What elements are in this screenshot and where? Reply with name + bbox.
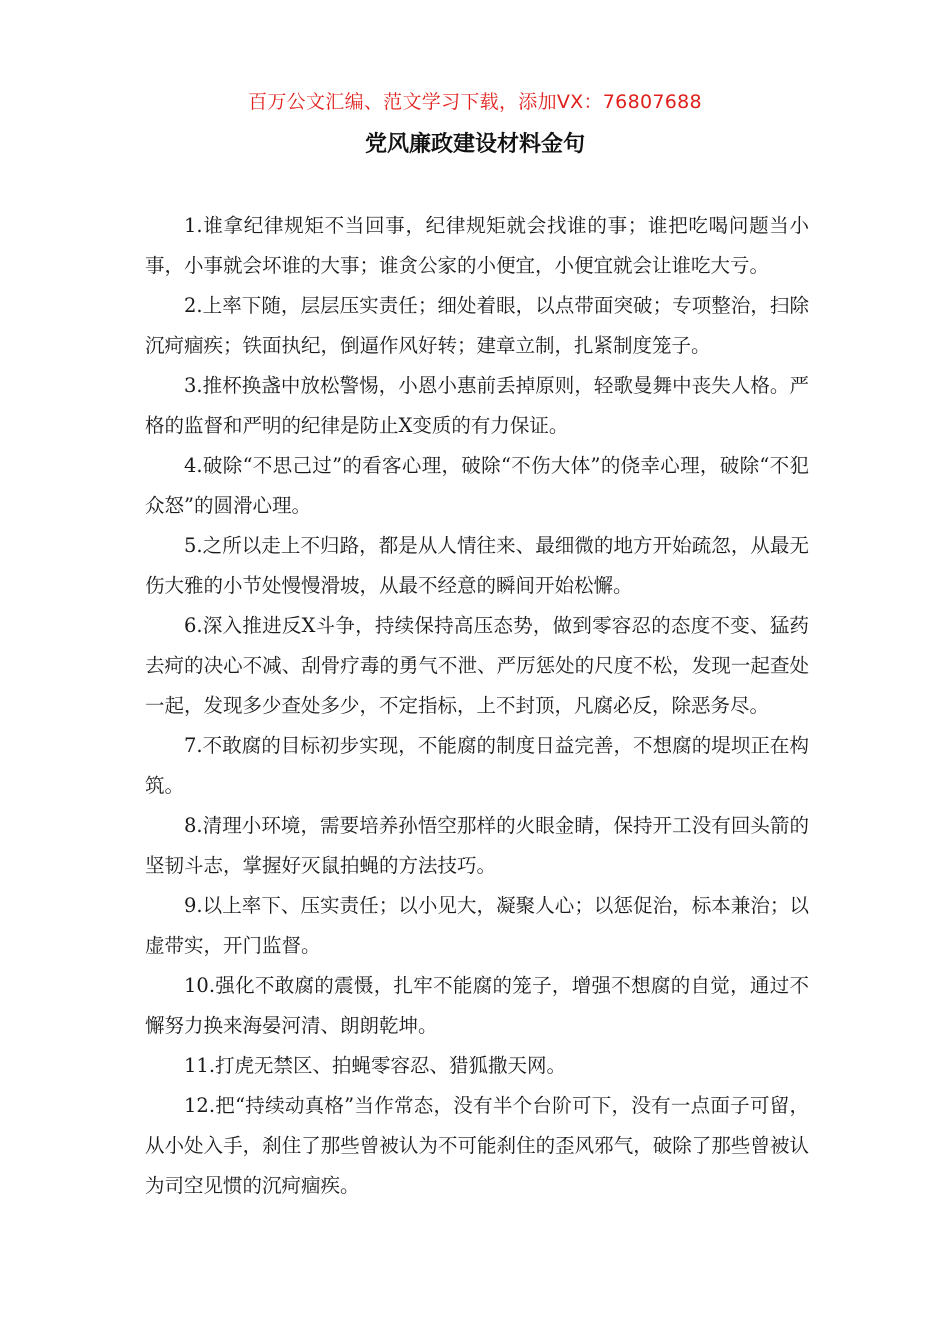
- paragraph-2: 2.上率下随，层层压实责任；细处着眼，以点带面突破；专项整治，扫除沉疴痼疾；铁面执纪，倒逼作风好转；建章立制，扎紧制度笼子。: [145, 294, 809, 357]
- paragraph-8: 8.清理小环境，需要培养孙悟空那样的火眼金睛，保持开工没有回头箭的坚韧斗志，掌握好灭鼠拍蝇的方法技巧。: [145, 814, 809, 877]
- paragraph-4: 4.破除“不思己过”的看客心理，破除“不伤大体”的侥幸心理，破除“不犯众怒”的圆滑心理。: [145, 454, 809, 517]
- document-title: 党风廉政建设材料金句: [364, 132, 585, 157]
- paragraph-9: 9.以上率下、压实责任；以小见大，凝聚人心；以惩促治，标本兼治；以虚带实，开门监督。: [145, 894, 809, 957]
- paragraph-11: 11.打虎无禁区、拍蝇零容忍、猎狐撒天网。: [184, 1054, 567, 1077]
- paragraph-3: 3.推杯换盏中放松警惕，小恩小惠前丢掉原则，轻歌曼舞中丧失人格。严格的监督和严明的纪律是防止X变质的有力保证。: [145, 374, 809, 437]
- paragraph-10: 10.强化不敢腐的震慑，扎牢不能腐的笼子，增强不想腐的自觉，通过不懈努力换来海晏河清、朗朗乾坤。: [145, 974, 809, 1037]
- paragraph-12: 12.把“持续动真格”当作常态，没有半个台阶可下，没有一点面子可留，从小处入手，刹住了那些曾被认为不可能刹住的歪风邪气，破除了那些曾被认为司空见惯的沉疴痼疾。: [145, 1094, 809, 1197]
- document-body: [145, 206, 809, 1206]
- paragraph-7: 7.不敢腐的目标初步实现，不能腐的制度日益完善，不想腐的堤坝正在构筑。: [145, 734, 809, 797]
- header-banner: 百万公文汇编、范文学习下载，添加VX：76807688: [248, 91, 702, 113]
- paragraph-5: 5.之所以走上不归路，都是从人情往来、最细微的地方开始疏忽，从最无伤大雅的小节处慢慢滑坡，从最不经意的瞬间开始松懈。: [145, 534, 809, 597]
- paragraph-1: 1.谁拿纪律规矩不当回事，纪律规矩就会找谁的事；谁把吃喝问题当小事，小事就会坏谁的大事；谁贪公家的小便宜，小便宜就会让谁吃大亏。: [145, 214, 809, 277]
- paragraph-6: 6.深入推进反X斗争，持续保持高压态势，做到零容忍的态度不变、猛药去疴的决心不减、刮骨疗毒的勇气不泄、严厉惩处的尺度不松，发现一起查处一起，发现多少查处多少，不定指标，上不封顶，凡腐必反，除恶务尽。: [145, 614, 809, 717]
